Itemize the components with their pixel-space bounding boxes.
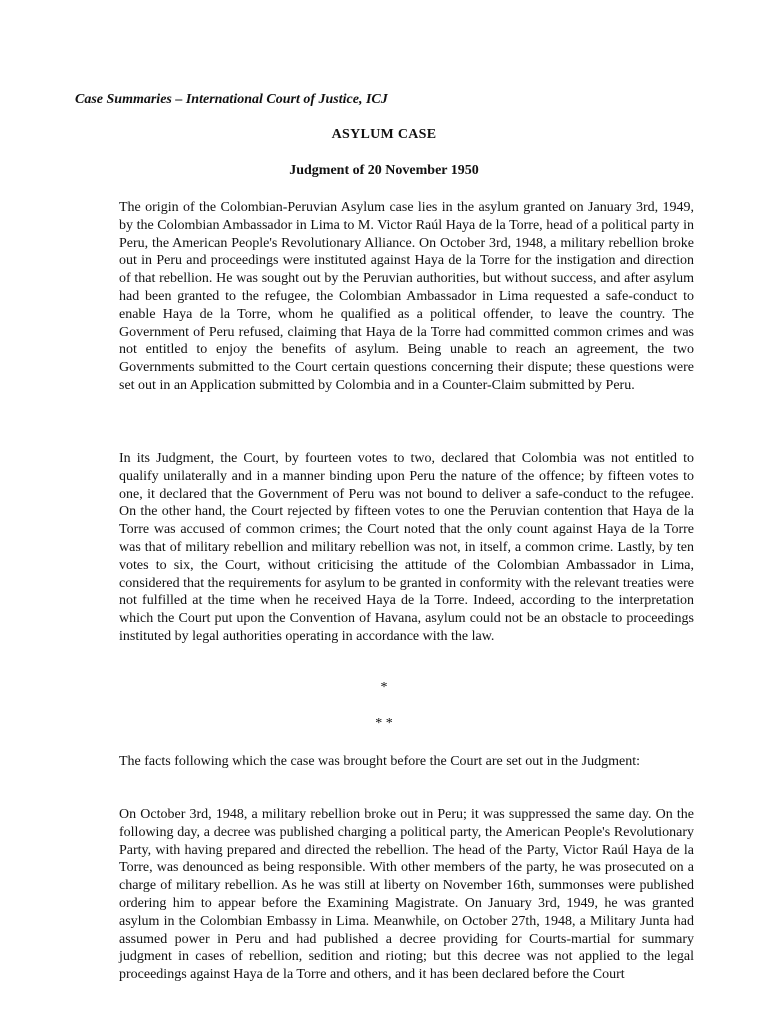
judgment-date: Judgment of 20 November 1950 — [289, 163, 479, 178]
paragraph-facts-intro: The facts following which the case was brought before the Court are set out in the Judgment: — [119, 754, 640, 769]
section-separator: * * — [375, 716, 393, 731]
case-title: ASYLUM CASE — [331, 127, 437, 142]
document-header: Case Summaries – International Court of Justice, ICJ — [75, 92, 388, 107]
paragraph-facts: On October 3rd, 1948, a military rebellion broke out in Peru; it was suppressed the same day. On the following day, a decree was published charging a political party, the American People's Revolutionary Party, with having prepared and directed the rebellion. The head of the Party, Victor Raúl Haya de la Torre, was denounced as being responsible. With other members of the party, he was prosecuted on a charge of military rebellion. As he was still at liberty on November 16th, summonses were published ordering him to appear before the Examining Magistrate. On January 3rd, 1949, he was granted asylum in the Colombian Embassy in Lima. Meanwhile, on October 27th, 1948, a Military Junta had assumed power in Peru and had published a decree providing for Courts-martial for summary judgment in cases of rebellion, sedition and rioting; but this decree was not applied to the legal proceedings against Haya de la Torre and others, and it has been declared before the Court — [119, 807, 694, 983]
paragraph-judgment: In its Judgment, the Court, by fourteen votes to two, declared that Colombia was not entitled to qualify unilaterally and in a manner binding upon Peru the nature of the offence; by fifteen votes to one, it declared that the Government of Peru was not bound to deliver a safe-conduct to the refugee. On the other hand, the Court rejected by fifteen votes to one the Peruvian contention that Haya de la Torre was accused of common crimes; the Court noted that the only count against Haya de la Torre was that of military rebellion and military rebellion was not, in itself, a common crime. Lastly, by ten votes to six, the Court, without criticising the attitude of the Colombian Ambassador in Lima, considered that the requirements for asylum to be granted in conformity with the relevant treaties were not fulfilled at the time when he received Haya de la Torre. Indeed, according to the interpretation which the Court put upon the Convention of Havana, asylum could not be an obstacle to proceedings instituted by legal authorities operating in accordance with the law. — [119, 451, 694, 644]
section-separator: * — [380, 680, 388, 695]
paragraph-origin: The origin of the Colombian-Peruvian Asylum case lies in the asylum granted on January 3rd, 1949, by the Colombian Ambassador in Lima to M. Victor Raúl Haya de la Torre, head of a political party in Peru, the American People's Revolutionary Alliance. On October 3rd, 1948, a military rebellion broke out in Peru and proceedings were instituted against Haya de la Torre for the instigation and direction of that rebellion. He was sought out by the Peruvian authorities, but without success, and after asylum had been granted to the refugee, the Colombian Ambassador in Lima requested a safe-conduct to enable Haya de la Torre, whom he qualified as a political offender, to leave the country. The Government of Peru refused, claiming that Haya de la Torre had committed common crimes and was not entitled to enjoy the benefits of asylum. Being unable to reach an agreement, the two Governments submitted to the Court certain questions concerning their dispute; these questions were set out in an Application submitted by Colombia and in a Counter-Claim submitted by Peru. — [119, 200, 694, 393]
